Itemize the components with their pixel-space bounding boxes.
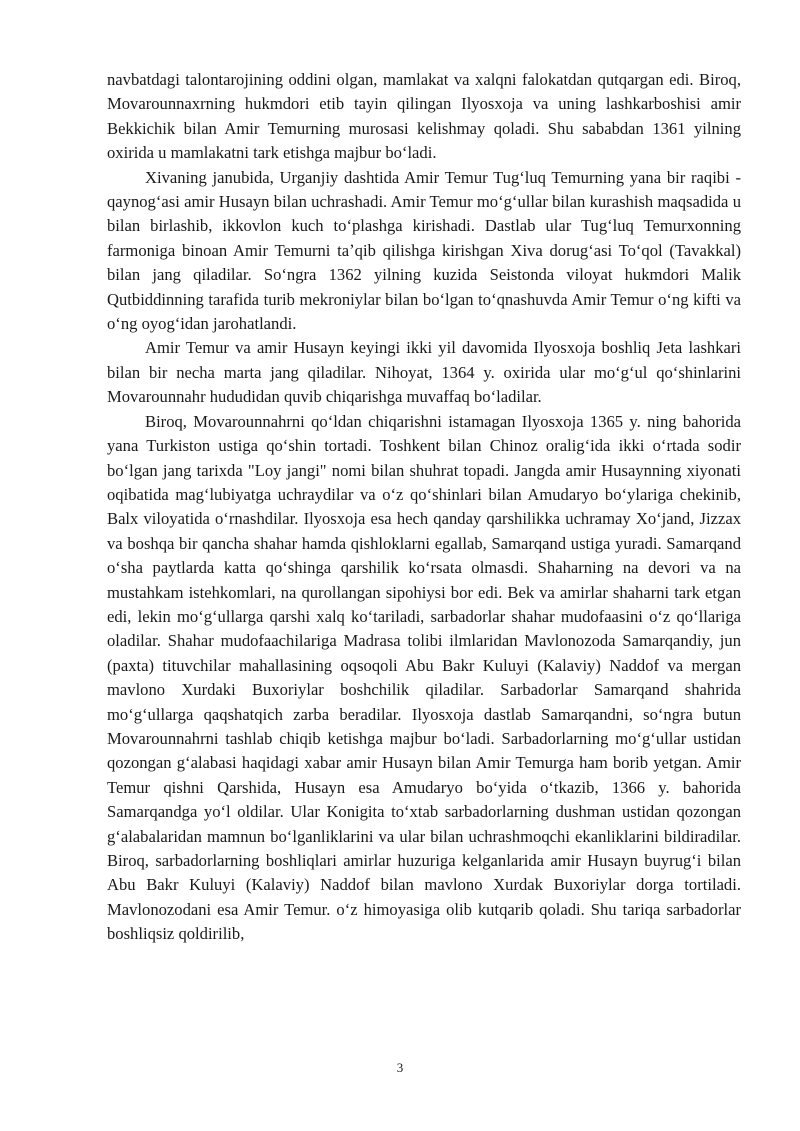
document-page — [107, 68, 741, 947]
paragraph-3: Amir Temur va amir Husayn keyingi ikki yil davomida Ilyosxoja boshliq Jeta lashkari bilan bir necha marta jang qiladilar. Nihoyat, 1364 y. oxirida ular moʻgʻul qoʻshinlarini Movarounnahr hududidan quvib chiqarishga muvaffaq boʻladilar. — [107, 338, 741, 407]
paragraph-2: Xivaning janubida, Urganjiy dashtida Amir Temur Tugʻluq Temurning yana bir raqibi - qaynogʻasi amir Husayn bilan uchrashadi. Amir Temur moʻgʻullar bilan kurashish maqsadida u bilan birlashib, ikkovlon kuch toʻplashga kirishadi. Dastlab ular Tugʻluq Temurxonning farmoniga binoan Amir Temurni taʼqib qilishga kirishgan Xiva dorugʻasi Toʻqol (Tavakkal) bilan jang qiladilar. Soʻngra 1362 yilning kuzida Seistonda viloyat hukmdori Malik Qutbiddinning tarafida turib mekroniylar bilan boʻlgan toʻqnashuvda Amir Temur oʻng kifti va oʻng oyogʻidan jarohatlandi. — [107, 167, 741, 334]
paragraph-1: navbatdagi talontarojining oddini olgan, mamlakat va xalqni falokatdan qutqargan edi. Biroq, Movarounnaxrning hukmdori etib tayin qilingan Ilyosxoja va uning lashkarboshisi amir Bekkichik bilan Amir Temurning murosasi kelishmay qoladi. Shu sababdan 1361 yilning oxirida u mamlakatni tark etishga majbur boʻladi. — [107, 70, 741, 163]
paragraph-4: Biroq, Movarounnahrni qoʻldan chiqarishni istamagan Ilyosxoja 1365 y. ning bahorida yana Turkiston ustiga qoʻshin tortadi. Toshkent bilan Chinoz oraligʻida ikki oʻrtada sodir boʻlgan jang tarixda "Loy jangi" nomi bilan shuhrat topadi. Jangda amir Husaynning xiyonati oqibatida magʻlubiyatga uchraydilar va oʻz qoʻshinlari bilan Amudaryo boʻylariga chekinib, Balx viloyatida oʻrnashdilar. Ilyosxoja esa hech qanday qarshilikka uchramay Xoʻjand, Jizzax va boshqa bir qancha shahar hamda qishloklarni egallab, Samarqand ustiga yuradi. Samarqand oʻsha paytlarda katta qoʻshinga qarshilik koʻrsata olmasdi. Shaharning na devori va na mustahkam istehkomlari, na qurollangan sipohiysi bor edi. Bek va amirlar shaharni tark etgan edi, lekin moʻgʻullarga qarshi xalq koʻtariladi, sarbadorlar shahar mudofaasini oʻz qoʻllariga oladilar. Shahar mudofaachilariga Madrasa tolibi ilmlaridan Mavlonozoda Samarqandiy, jun (paxta) tituvchilar mahallasining oqsoqoli Abu Bakr Kuluyi (Kalaviy) Naddof va mergan mavlono Xurdaki Buxoriylar boshchilik qiladilar. Sarbadorlar Samarqand shahrida moʻgʻullarga qaqshatqich zarba beradilar. Ilyosxoja dastlab Samarqandni, soʻngra butun Movarounnahrni tashlab chiqib ketishga majbur boʻladi. Sarbadorlarning moʻgʻullar ustidan qozongan gʻalabasi haqidagi xabar amir Husayn bilan Amir Temurga ham borib yetgan. Amir Temur qishni Qarshida, Husayn esa Amudaryo boʻyida oʻtkazib, 1366 y. bahorida Samarqandga yoʻl oldilar. Ular Konigita toʻxtab sarbadorlarning dushman ustidan qozongan gʻalabalaridan mamnun boʻlganliklarini va ular bilan uchrashmoqchi ekanliklarini bildiradilar. Biroq, sarbadorlarning boshliqlari amirlar huzuriga kelganlarida amir Husayn buyrugʻi bilan Abu Bakr Kuluyi (Kalaviy) Naddof bilan mavlono Xurdak Buxoriylar dorga tortiladi. Mavlonozodani esa Amir Temur. oʻz himoyasiga olib kutqarib qoladi. Shu tariqa sarbadorlar boshliqsiz qoldirilib, — [107, 411, 741, 944]
page-number: 3 — [396, 1060, 404, 1075]
